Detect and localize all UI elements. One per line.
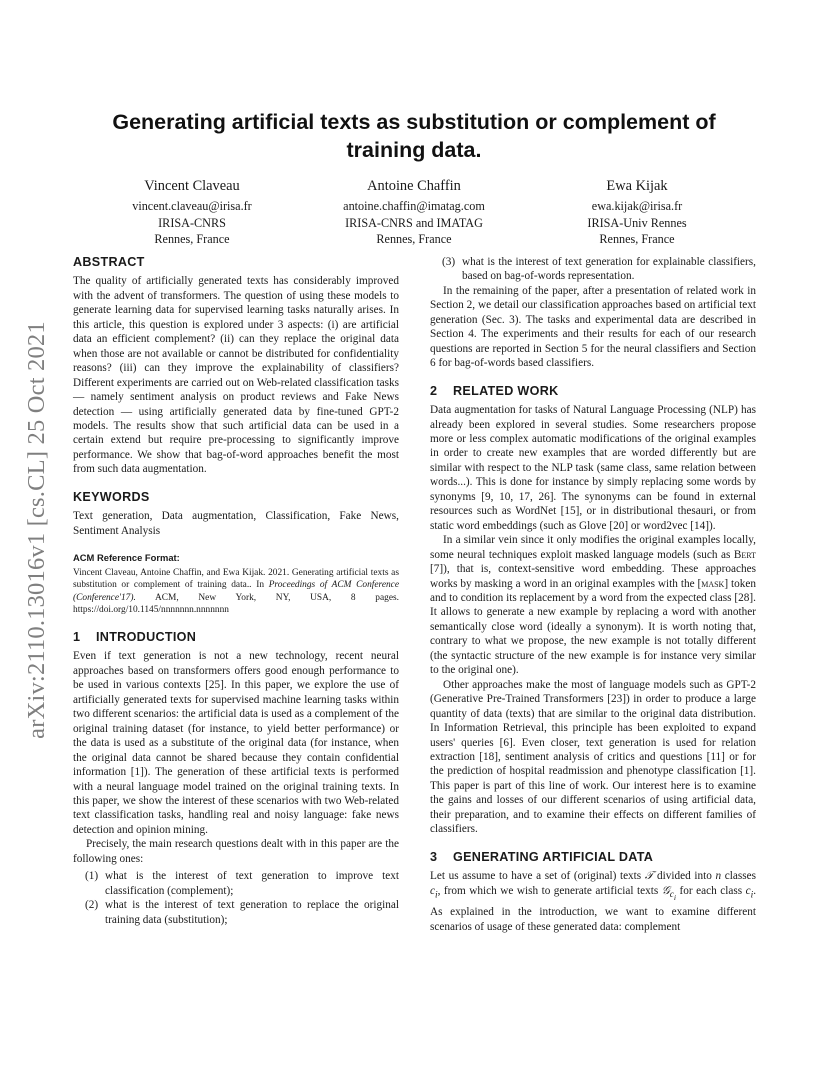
intro-paragraph: Precisely, the main research questions dealt with in this paper are the following ones: xyxy=(73,838,399,865)
keywords-text: Text generation, Data augmentation, Classification, Fake News, Sentiment Analysis xyxy=(73,510,399,537)
acm-reference-heading: ACM Reference Format: xyxy=(73,552,180,564)
related-paragraph: Data augmentation for tasks of Natural Language Processing (NLP) has already been explored in several studies. Some researchers propose more or less complex automatic modifications of the original examples in order to create new examples that are worded differently but are similar with respect to the NLP task (same class, same relation between words...). This is done for instance by simply replacing some words by synonyms [9, 10, 17, 26]. The synonyms can be found in external resources such as WordNet [15], or in distributional thesauri, or from static word embeddings (such as Glove [20] or word2vec [14]). xyxy=(430,404,756,532)
generating-paragraph: Let us assume to have a set of (original) texts 𝒯 divided into n classes $c_i$, from which we wish to generate artificial texts 𝒢$_{c_i}$ for each class $c_i$. As explained in the introduction, we want to examine different scenarios of usage of these generated data: complement xyxy=(430,870,756,933)
research-questions-list-continued xyxy=(430,255,756,284)
keywords-heading: KEYWORDS xyxy=(73,489,150,504)
list-item: (1) what is the interest of text generation to improve text classification (complement); xyxy=(85,870,399,897)
acm-reference-text: Vincent Claveau, Antoine Chaffin, and Ewa Kijak. 2021. Generating artificial texts as substitution or complement of training data.. In Proceedings of ACM Conference (Conference'17). ACM, New York, NY, USA, 8 pages. https://doi.org/10.1145/nnnnnnn.nnnnnnn xyxy=(73,567,399,616)
author-location: Rennes, France xyxy=(599,232,675,246)
research-questions-list xyxy=(73,869,399,927)
author-block xyxy=(527,178,747,248)
related-paragraph: Other approaches make the most of language models such as GPT-2 (Generative Pre-Trained Transformers [23]) in order to produce a large quantity of data (texts) that are similar to the original data distribution. In Information Retrieval, this principle has been exploited to expand users' queries [6]. Even closer, text generation is used for relation extraction [18], sentiment analysis of critics and questions [11] or for the prediction of hospital readmission and phenotype classification [1]. This paper is part of this line of work. Our interest here is to examine the gains and losses of our different scenarios of using artificial data, their preparation, and to examine their effects on different families of classifiers. xyxy=(430,678,756,836)
author-location: Rennes, France xyxy=(376,232,452,246)
author-name: Vincent Claveau xyxy=(144,178,240,194)
author-block xyxy=(82,178,302,248)
author-email[interactable]: vincent.claveau@irisa.fr xyxy=(132,199,252,213)
section-heading-generating: 3 GENERATING ARTIFICIAL DATA xyxy=(430,849,654,864)
list-item: (2) what is the interest of text generation to replace the original training data (substitution); xyxy=(85,899,399,926)
author-email[interactable]: antoine.chaffin@imatag.com xyxy=(343,199,485,213)
arxiv-stamp-text: arXiv:2110.13016v1 [cs.CL] 25 Oct 2021 xyxy=(23,321,50,739)
acm-reference xyxy=(73,551,399,617)
related-paragraph: In a similar vein since it only modifies the original examples locally, some neural techniques exploit masked language models (such as Bert [7]), that is, context-sensitive word embedding. These approaches works by masking a word in an original examples with the [mask] token and to condition its replacement by a word from the expected class [28]. It allows to generate a new example by replacing a word with another semantically close word (ideally a synonym). It is worth noting that, contrary to what we propose, the new example is not totally different (the syntactic structure of the new example is for instance very similar to the original one). xyxy=(430,534,756,677)
author-affiliation: IRISA-Univ Rennes xyxy=(587,215,687,230)
author-block xyxy=(304,178,524,248)
author-name: Antoine Chaffin xyxy=(367,178,461,194)
abstract-text: The quality of artificially generated texts has considerably improved with the advent of transformers. The question of using these models to generate learning data for supervised learning tasks naturally arises. In this article, this question is explored under 3 aspects: (i) are artificial data an efficient complement? (ii) can they replace the original data when those are not available or cannot be distributed for confidentiality reasons? (iii) can they improve the explainability of classifiers? Different experiments are carried out on Web-related classification tasks — namely sentiment analysis on product reviews and Fake News detection — using artificially generated data by fine-tuned GPT-2 models. The results show that such artificial data can be used in a certain extend but require pre-processing to significantly improve performance. We show that bag-of-word approaches benefit the most from such data augmentation. xyxy=(73,275,399,476)
author-affiliation: IRISA-CNRS and IMATAG xyxy=(345,215,483,230)
intro-paragraph: Even if text generation is not a new technology, recent neural approaches based on transformers offers good enough performance to be used in various contexts [25]. In this paper, we explore the use of artificially generated texts for supervised machine learning tasks within two different scenarios: the artificial data is used as a complement of the original training dataset (for instance, to yield better performance) or the data is used as a substitute of the original data (for instance, when the original data cannot be shared because they contain confidential information [1]). The generation of these artificial texts is performed with a neural language model trained on the original training texts. In this paper, we show the interest of these scenarios with two Web-related text classification tasks, handling real and noisy language: fake news detection and opinion mining. xyxy=(73,650,399,836)
outline-paragraph: In the remaining of the paper, after a presentation of related work in Section 2, we detail our classification approaches based on artificial text generation (Sec. 3). The tasks and experimental data are described in Section 4. The experiments and their results for each of our research questions are reported in Section 5 for the neural classifiers and Section 6 for bag-of-words based classifiers. xyxy=(430,284,756,370)
author-affiliation: IRISA-CNRS xyxy=(158,215,226,230)
author-location: Rennes, France xyxy=(154,232,230,246)
left-column xyxy=(73,255,399,927)
author-name: Ewa Kijak xyxy=(606,178,668,194)
right-column xyxy=(430,255,756,934)
section-heading-introduction: 1 INTRODUCTION xyxy=(73,629,197,644)
abstract-heading: ABSTRACT xyxy=(73,255,145,269)
arxiv-stamp xyxy=(12,290,62,770)
paper-title: Generating artificial texts as substitution or complement of training data. xyxy=(112,110,716,162)
list-item: (3) what is the interest of text generation for explainable classifiers, based on bag-of-words representation. xyxy=(442,256,756,283)
section-heading-related-work: 2 RELATED WORK xyxy=(430,383,559,398)
author-email[interactable]: ewa.kijak@irisa.fr xyxy=(591,199,683,213)
